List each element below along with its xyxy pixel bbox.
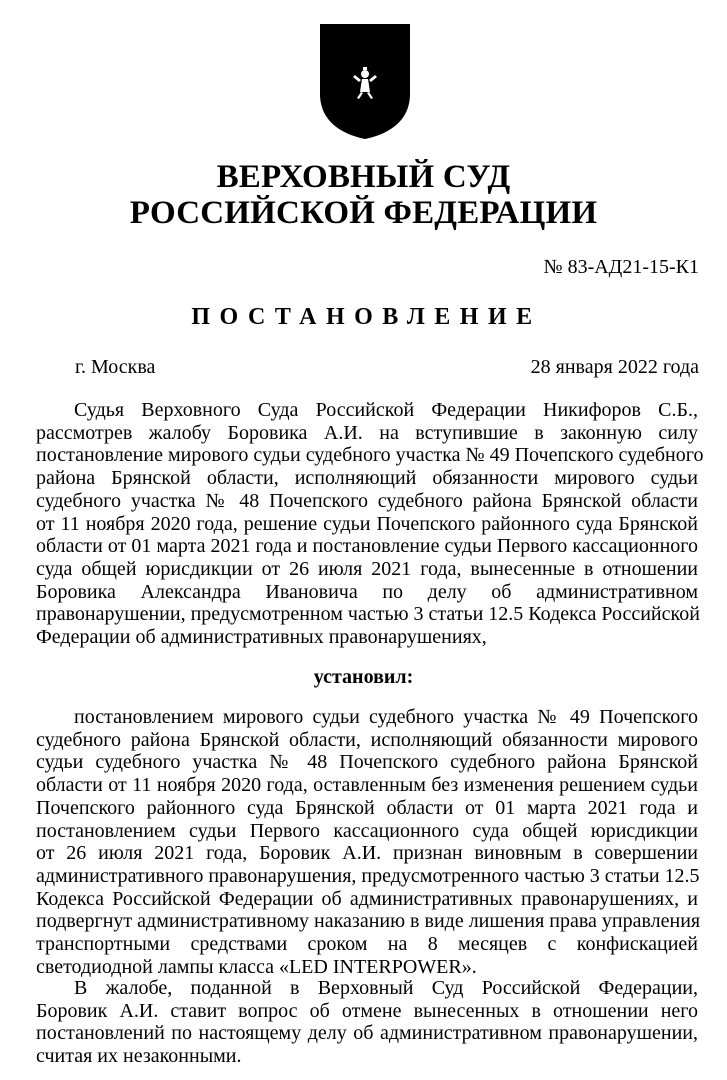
text-line: судебного района Брянской области, исполняющий обязанности мирового [36,728,698,751]
text-line: Боровик А.И. ставит вопрос об отмене вынесенных в отношении него [36,999,698,1022]
text-line: подвергнут административному наказанию в виде лишения права управления [36,910,701,933]
text-line: Кодекса Российской Федерации об административных правонарушениях, и [36,887,698,910]
text-line: от 26 июля 2021 года, Боровик А.И. признан виновным в совершении [36,842,698,865]
text-line: постановлений по настоящему делу об административном правонарушении, [36,1022,698,1045]
text-line: постановление мирового судьи судебного участка № 49 Почепского судебного [36,444,704,467]
court-name-line2: РОССИЙСКОЙ ФЕДЕРАЦИИ [129,195,598,231]
paragraph-complaint [36,977,698,1068]
text-line: судьи судебного участка № 48 Почепского судебного района Брянской [36,751,698,774]
coat-of-arms-emblem-icon [318,22,412,140]
court-name-line1: ВЕРХОВНЫЙ СУД [216,159,511,195]
text-line: района Брянской области, исполняющий обязанности мирового судьи [36,467,698,490]
text-line: транспортными средствами сроком на 8 месяцев с конфискацией [36,933,698,956]
text-line: области от 01 марта 2021 года и постановление судьи Первого кассационного [36,535,698,558]
text-line: области от 11 ноября 2020 года, оставленным без изменения решением судьи [36,774,698,797]
paragraph-ruling [36,706,701,978]
case-number: № 83-АД21-15-К1 [543,256,699,278]
text-line: от 11 ноября 2020 года, решение судьи Почепского районного суда Брянской [36,512,698,535]
text-line: считая их незаконными. [36,1045,242,1068]
place: г. Москва [75,356,156,378]
text-line: Федерации об административных правонарушениях, [36,626,487,649]
text-line: судебного участка № 48 Почепского судебного района Брянской области [36,489,698,512]
text-line: светодиодной лампы класса «LED INTERPOWER». [36,955,477,978]
document-date: 28 января 2022 года [530,356,699,378]
text-line: административного правонарушения, предусмотренного частью 3 статьи 12.5 [36,864,700,887]
text-line: постановлением мирового судьи судебного участка № 49 Почепского [74,706,698,728]
text-line: В жалобе, поданной в Верховный Суд Российской Федерации, [74,977,698,999]
text-line: правонарушении, предусмотренном частью 3 статьи 12.5 Кодекса Российской [36,603,700,626]
text-line: суда общей юрисдикции от 26 июля 2021 года, вынесенные в отношении [36,557,698,580]
text-line: Судья Верховного Суда Российской Федерации Никифоров С.Б., [74,399,698,421]
text-line: постановлением судьи Первого кассационного суда общей юрисдикции [36,819,698,842]
text-line: рассмотрев жалобу Боровика А.И. на вступившие в законную силу [36,421,698,444]
document-type-title: ПОСТАНОВЛЕНИЕ [191,304,542,330]
resolved-heading: установил: [313,666,414,688]
text-line: Почепского районного суда Брянской области от 01 марта 2021 года и [36,796,698,819]
text-line: Боровика Александра Ивановича по делу об административном [36,580,698,603]
paragraph-preamble [36,399,704,649]
